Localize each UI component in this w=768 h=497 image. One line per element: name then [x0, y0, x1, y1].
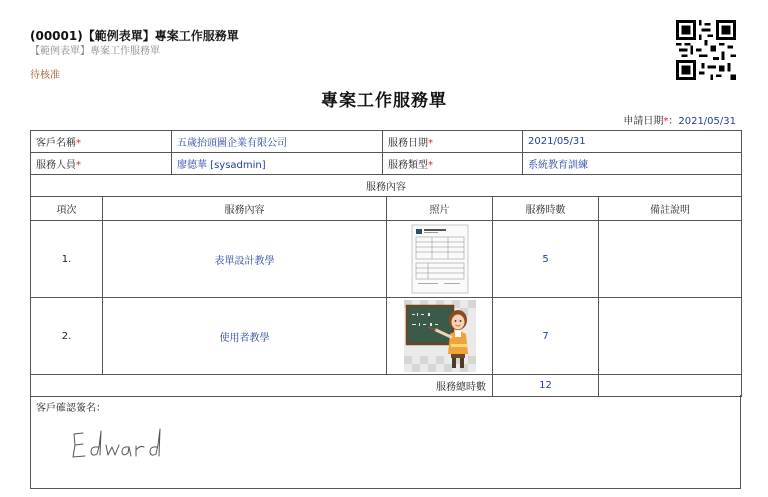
column-header: 服務時數 — [493, 197, 599, 221]
header-title: (00001)【範例表單】專案工作服務單 — [30, 29, 239, 43]
form-document-thumbnail — [404, 223, 476, 295]
service-date-field[interactable]: 2021/05/31 — [523, 131, 742, 153]
qr-code-icon — [676, 20, 736, 80]
customer-field[interactable]: 五歲抬頭圖企業有限公司 — [172, 131, 383, 153]
item-photo[interactable] — [387, 298, 493, 375]
table-row — [31, 221, 742, 298]
customer-label: 客戶名稱* — [31, 131, 172, 153]
form-info-table — [30, 130, 742, 175]
item-content[interactable]: 表單設計教學 — [103, 221, 387, 298]
item-number: 1. — [31, 221, 103, 298]
signature-box[interactable] — [30, 395, 741, 489]
section-title: 服務內容 — [31, 175, 742, 197]
staff-field[interactable]: 廖德華 [sysadmin] — [172, 153, 383, 175]
total-note — [599, 375, 742, 397]
service-items-table — [30, 174, 742, 397]
item-note[interactable] — [599, 221, 742, 298]
apply-date: 申請日期*：2021/05/31 — [623, 116, 736, 127]
teacher-illustration — [404, 300, 476, 372]
handwritten-signature — [71, 425, 181, 461]
staff-label: 服務人員* — [31, 153, 172, 175]
column-header: 備註說明 — [599, 197, 742, 221]
item-hours[interactable]: 7 — [493, 298, 599, 375]
column-header: 項次 — [31, 197, 103, 221]
header-subtitle: 【範例表單】專案工作服務單 — [30, 46, 160, 57]
item-note[interactable] — [599, 298, 742, 375]
column-header: 照片 — [387, 197, 493, 221]
apply-date-value: 2021/05/31 — [678, 116, 736, 127]
signature-label: 客戶確認簽名： — [36, 403, 106, 414]
apply-date-label: 申請日期 — [623, 116, 664, 127]
status-badge: 待核准 — [30, 70, 60, 81]
total-hours-label: 服務總時數 — [31, 375, 493, 397]
document-title: 專案工作服務單 — [321, 91, 447, 111]
item-number: 2. — [31, 298, 103, 375]
item-photo[interactable] — [387, 221, 493, 298]
item-content[interactable]: 使用者教學 — [103, 298, 387, 375]
column-header: 服務內容 — [103, 197, 387, 221]
service-date-label: 服務日期* — [383, 131, 523, 153]
service-type-field[interactable]: 系統教育訓練 — [523, 153, 742, 175]
item-hours[interactable]: 5 — [493, 221, 599, 298]
service-type-label: 服務類型* — [383, 153, 523, 175]
total-hours-value: 12 — [493, 375, 599, 397]
table-row — [31, 298, 742, 375]
